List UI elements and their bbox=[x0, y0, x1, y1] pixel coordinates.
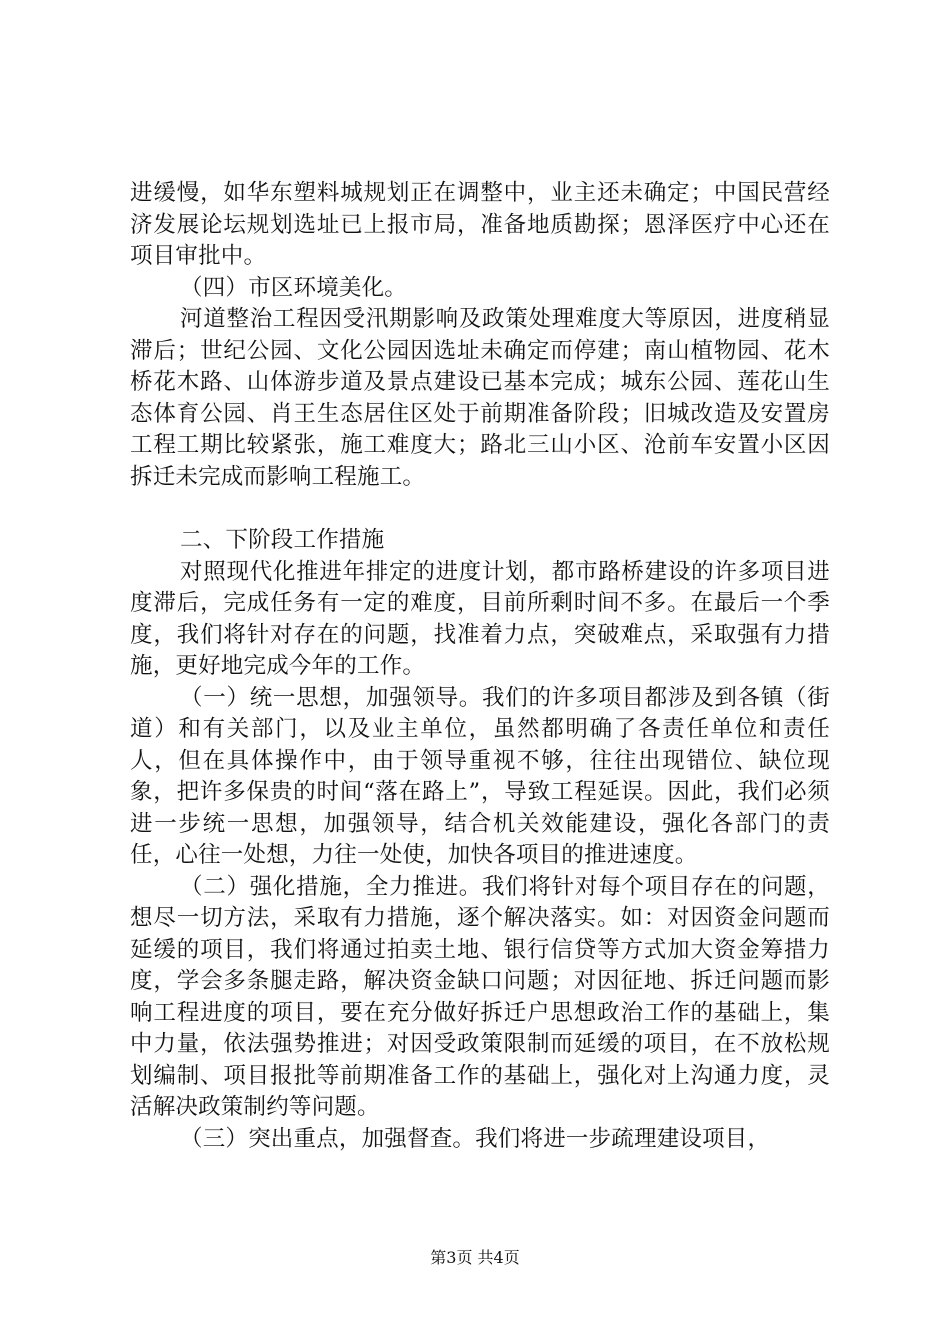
paragraph-measure-2: （二）强化措施，全力推进。我们将针对每个项目存在的问题，想尽一切方法，采取有力措施，逐个解决落实。如：对因资金问题而延缓的项目，我们将通过拍卖土地、银行信贷等方式加大资金筹措力度，学会多条腿走路，解决资金缺口问题；对因征地、拆迁问题而影响工程进度的项目，要在充分做好拆迁户思想政治工作的基础上，集中力量，依法强势推进；对因受政策限制而延缓的项目，在不放松规划编制、项目报批等前期准备工作的基础上，强化对上沟通力度，灵活解决政策制约等问题。 bbox=[130, 873, 830, 1120]
paragraph-intro: 对照现代化推进年排定的进度计划，都市路桥建设的许多项目进度滞后，完成任务有一定的难度，目前所剩时间不多。在最后一个季度，我们将针对存在的问题，找准着力点，突破难点，采取强有力措施，更好地完成今年的工作。 bbox=[130, 558, 830, 679]
page-footer: 第3页 共4页 bbox=[430, 1248, 520, 1267]
document-body bbox=[130, 178, 830, 1155]
paragraph-gap bbox=[130, 493, 830, 525]
paragraph-measure-1: （一）统一思想，加强领导。我们的许多项目都涉及到各镇（街道）和有关部门，以及业主单位，虽然都明确了各责任单位和责任人，但在具体操作中，由于领导重视不够，往往出现错位、缺位现象，把许多保贵的时间“落在路上”，导致工程延误。因此，我们必须进一步统一思想，加强领导，结合机关效能建设，强化各部门的责任，心往一处想，力往一处使，加快各项目的推进速度。 bbox=[130, 684, 830, 868]
paragraph-measure-3: （三）突出重点，加强督查。我们将进一步疏理建设项目， bbox=[180, 1125, 771, 1152]
paragraph-environment: 河道整治工程因受汛期影响及政策处理难度大等原因，进度稍显滞后；世纪公园、文化公园因选址未确定而停建；南山植物园、花木桥花木路、山体游步道及景点建设已基本完成；城东公园、莲花山生态体育公园、肖王生态居住区处于前期准备阶段；旧城改造及安置房工程工期比较紧张，施工难度大；路北三山小区、沧前车安置小区因拆迁未完成而影响工程施工。 bbox=[130, 306, 830, 490]
paragraph-continuation: 进缓慢，如华东塑料城规划正在调整中，业主还未确定；中国民营经济发展论坛规划选址已上报市局，准备地质勘探；恩泽医疗中心还在项目审批中。 bbox=[130, 180, 830, 269]
subheading-environment: （四）市区环境美化。 bbox=[180, 274, 408, 301]
section-heading: 二、下阶段工作措施 bbox=[180, 527, 385, 553]
